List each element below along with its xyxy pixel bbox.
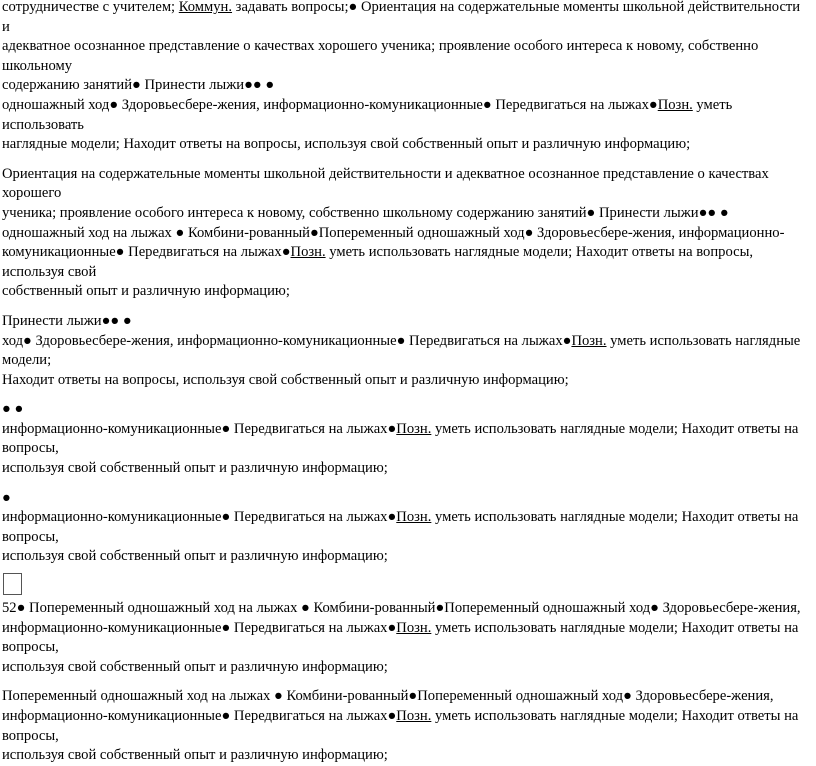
text-line (2, 658, 810, 678)
text-line (2, 489, 810, 509)
paragraph-gap (2, 155, 810, 165)
text-line (2, 599, 810, 619)
underlined-term: Позн. (290, 244, 326, 261)
line-text: наглядные модели; Находит ответы на вопросы, используя свой собственный опыт и различную информацию; (2, 136, 691, 153)
line-text: Принести лыжи●● ● (2, 312, 132, 329)
line-text: содержанию занятий● Принести лыжи●● ● (2, 77, 275, 94)
underlined-term: Позн. (396, 509, 432, 526)
underlined-term: Позн. (571, 332, 607, 349)
line-text: информационно-комуникационные● Передвигаться на лыжах● (2, 708, 397, 724)
line-text: ход● Здоровьесбере-жения, информационно-комуникационные● Передвигаться на лыжах● (2, 332, 572, 349)
line-text: 52● Попеременный одношажный ход на лыжах ● Комбини-рованный●Попеременный одношажный ход● Здоровьесбере-жения, (2, 600, 801, 617)
text-paragraph (2, 312, 810, 390)
line-text: используя свой собственный опыт и различную информацию; (2, 747, 388, 764)
text-line (2, 165, 810, 204)
paragraph-gap (2, 479, 810, 489)
line-text: используя свой собственный опыт и различную информацию; (2, 548, 388, 565)
paragraph-gap (2, 677, 810, 687)
line-text: Ориентация на содержательные моменты школьной действительности и адекватное осознанное представление о качествах хорошего (2, 165, 769, 202)
line-text: уметь использовать наглядные модели; Находит ответы на вопросы, (2, 509, 799, 545)
line-text: используя свой собственный опыт и различную информацию; (2, 460, 388, 477)
underlined-term: Позн. (396, 420, 432, 437)
text-line (2, 0, 810, 37)
line-text: ученика; проявление особого интереса к новому, собственно школьному содержанию занятий● Принести лыжи●● ● (2, 204, 729, 221)
line-text: уметь использовать (2, 96, 733, 133)
line-text: задавать вопросы;● Ориентация на содержательные моменты школьной действительности и (2, 0, 801, 35)
text-line (2, 746, 810, 766)
line-text: Попеременный одношажный ход на лыжах ● Комбини-рованный●Попеременный одношажный ход● Здоровьесбере-жения, (2, 688, 774, 705)
text-line (2, 707, 810, 746)
text-line (2, 619, 810, 658)
text-paragraph (2, 165, 810, 302)
text-line (2, 508, 810, 547)
text-line (2, 76, 810, 96)
line-text: уметь использовать наглядные модели; Находит ответы на вопросы, (2, 619, 799, 656)
text-line (2, 204, 810, 224)
line-text: ● (2, 489, 11, 506)
underlined-term: Позн. (657, 96, 693, 113)
line-text: одношажный ход на лыжах ● Комбини-рованный●Попеременный одношажный ход● Здоровьесбере-жения, информационно- (2, 224, 785, 241)
text-line (2, 96, 810, 135)
paragraph-gap (2, 390, 810, 400)
line-text: уметь использовать наглядные модели; Находит ответы на вопросы, используя свой (2, 244, 754, 280)
image-placeholder-box (3, 573, 22, 595)
line-text: уметь использовать наглядные модели; Находит ответы на вопросы, (2, 420, 799, 457)
line-text: комуникационные● Передвигаться на лыжах● (2, 244, 291, 261)
line-text: используя свой собственный опыт и различную информацию; (2, 658, 388, 675)
text-paragraph (2, 687, 810, 765)
text-line (2, 371, 810, 391)
text-line (2, 687, 810, 707)
line-text: информационно-комуникационные● Передвигаться на лыжах● (2, 509, 397, 526)
text-line (2, 135, 810, 155)
text-line (2, 224, 810, 244)
text-paragraph (2, 400, 810, 478)
line-text: Находит ответы на вопросы, используя свой собственный опыт и различную информацию; (2, 371, 569, 388)
line-text: адекватное осознанное представление о качествах хорошего ученика; проявление особого интереса к новому, собственно школьному (2, 38, 759, 74)
text-line (2, 459, 810, 479)
line-text: уметь использовать наглядные модели; (2, 332, 801, 369)
underlined-term: Позн. (396, 619, 432, 636)
text-line (2, 547, 810, 567)
line-text: информационно-комуникационные● Передвигаться на лыжах● (2, 420, 397, 437)
line-text: информационно-комуникационные● Передвигаться на лыжах● (2, 619, 397, 636)
text-line (2, 37, 810, 76)
text-line (2, 420, 810, 459)
line-text: одношажный ход● Здоровьесбере-жения, информационно-комуникационные● Передвигаться на лыжах● (2, 96, 658, 113)
text-line (2, 243, 810, 282)
paragraph-gap (2, 302, 810, 312)
text-line (2, 332, 810, 371)
line-text: собственный опыт и различную информацию; (2, 283, 290, 300)
underlined-term: Коммун. (178, 0, 233, 15)
text-paragraph (2, 489, 810, 567)
text-paragraph (2, 599, 810, 677)
line-text: ● ● (2, 401, 24, 418)
text-line (2, 400, 810, 420)
line-text: уметь использовать наглядные модели; Находит ответы на вопросы, (2, 708, 799, 744)
underlined-term: Позн. (396, 708, 432, 724)
document-page (2, 0, 810, 766)
text-line (2, 312, 810, 332)
line-text: сотрудничестве с учителем; (2, 0, 179, 15)
text-paragraph (2, 0, 810, 155)
text-line (2, 282, 810, 302)
